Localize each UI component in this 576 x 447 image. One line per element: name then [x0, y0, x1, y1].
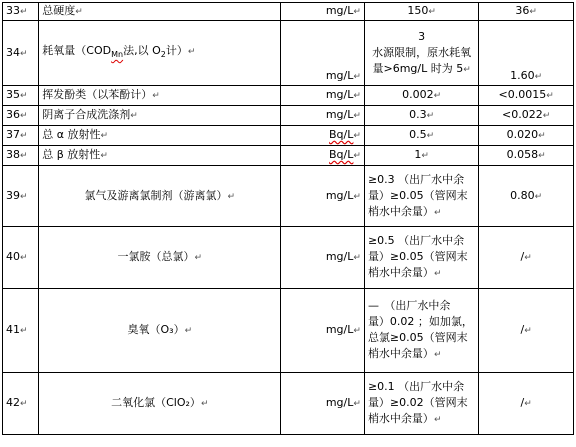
limit-value: 3 水源限制，原水耗氧 量>6mg/L 时为 5↵	[364, 21, 478, 86]
measured-value: /↵	[479, 373, 574, 435]
measured-value: 0.020↵	[479, 126, 574, 146]
measured-value: 0.058↵	[479, 146, 574, 166]
limit-value: ≥0.1 （出厂水中余 量）≥0.02（管网末 梢水中余量）↵	[364, 373, 478, 435]
limit-value: ≥0.3 （出厂水中余 量）≥0.05（管网末 梢水中余量）↵	[364, 166, 478, 227]
measured-value: <0.0015↵	[479, 86, 574, 106]
indicator-name: 挥发酚类（以苯酚计）↵	[39, 86, 281, 106]
limit-value: ≥0.5 （出厂水中余 量）≥0.05（管网末 梢水中余量）↵	[364, 227, 478, 289]
table-row	[3, 146, 574, 166]
measured-value: 1.60↵	[479, 21, 574, 86]
row-number: 39↵	[3, 166, 39, 227]
indicator-name: 耗氧量（$COD_{Mn}$法,以 $O_2$计）↵	[39, 21, 281, 86]
table-row	[3, 106, 574, 126]
row-number: 33↵	[3, 3, 39, 21]
row-number: 36↵	[3, 106, 39, 126]
limit-value: 1↵	[364, 146, 478, 166]
unit: mg/L↵	[281, 227, 365, 289]
unit: mg/L↵	[281, 3, 365, 21]
unit: mg/L↵	[281, 289, 365, 373]
table-row	[3, 373, 574, 435]
limit-value: — （出厂水中余 量）0.02 ；如加氯， 总氯≥0.05（管网末 梢水中余量）↵	[364, 289, 478, 373]
row-number: 41↵	[3, 289, 39, 373]
measured-value: 0.80↵	[479, 166, 574, 227]
limit-value: 0.002↵	[364, 86, 478, 106]
unit: mg/L↵	[281, 21, 365, 86]
limit-value: 0.5↵	[364, 126, 478, 146]
measured-value: 36↵	[479, 3, 574, 21]
unit: mg/L↵	[281, 373, 365, 435]
table-row	[3, 86, 574, 106]
table-row	[3, 126, 574, 146]
row-number: 34↵	[3, 21, 39, 86]
limit-value: 0.3↵	[364, 106, 478, 126]
row-number: 40↵	[3, 227, 39, 289]
indicator-name: 总 β 放射性↵	[39, 146, 281, 166]
indicator-name: 总硬度↵	[39, 3, 281, 21]
row-number: 38↵	[3, 146, 39, 166]
indicator-name: 二氧化氯（ClO₂）↵	[39, 373, 281, 435]
row-number: 35↵	[3, 86, 39, 106]
unit: mg/L↵	[281, 106, 365, 126]
unit: Bq/L↵	[281, 146, 365, 166]
table-row	[3, 21, 574, 86]
indicator-name: 阴离子合成洗涤剂↵	[39, 106, 281, 126]
measured-value: /↵	[479, 289, 574, 373]
table-row	[3, 3, 574, 21]
unit: Bq/L↵	[281, 126, 365, 146]
indicator-name: 臭氧（O₃）↵	[39, 289, 281, 373]
unit: mg/L↵	[281, 166, 365, 227]
table-row	[3, 289, 574, 373]
indicator-name: 氯气及游离氯制剂（游离氯）↵	[39, 166, 281, 227]
row-number: 42↵	[3, 373, 39, 435]
water-quality-table	[2, 2, 574, 435]
unit: mg/L↵	[281, 86, 365, 106]
limit-value: 150↵	[364, 3, 478, 21]
table-row	[3, 227, 574, 289]
row-number: 37↵	[3, 126, 39, 146]
measured-value: /↵	[479, 227, 574, 289]
indicator-name: 总 α 放射性↵	[39, 126, 281, 146]
measured-value: <0.022↵	[479, 106, 574, 126]
indicator-name: 一氯胺（总氯）↵	[39, 227, 281, 289]
table-row	[3, 166, 574, 227]
